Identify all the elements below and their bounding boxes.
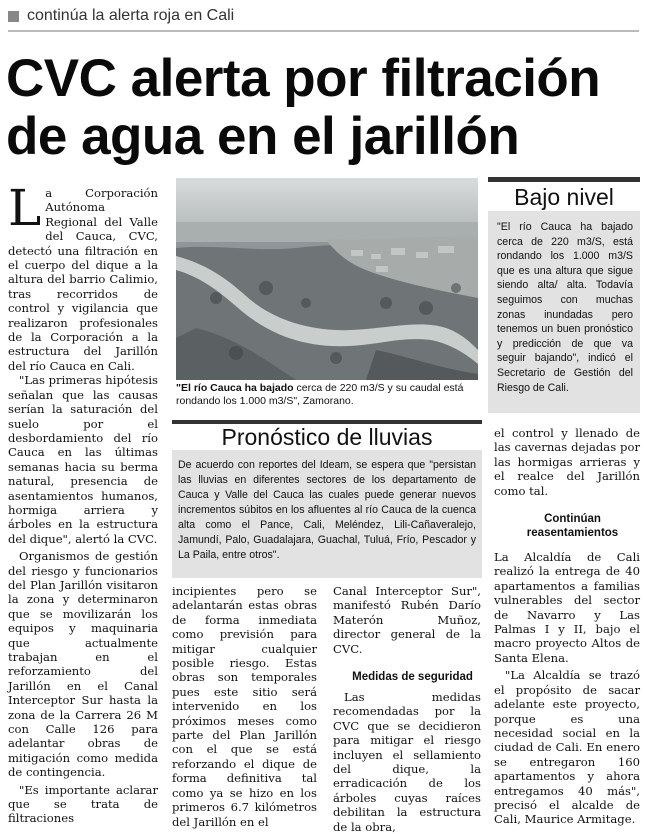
article-column-2 (172, 584, 317, 829)
paragraph: Canal Interceptor Sur", manifestó Rubén Darío Materón Muñoz, director general de la CVC. (333, 584, 481, 656)
article-column-3 (333, 584, 481, 834)
paragraph: Las medidas recomendadas por la CVC que se decidieron para mitigar el riesgo incluyen el sellamiento del dique, la erradicación de los árboles cuyas raíces debilitan la estructura de la obra, (333, 690, 481, 834)
subheading: Continúan reasentamientos (526, 513, 619, 540)
photo-caption: "El río Cauca ha bajado cerca de 220 m3/S y su caudal está rondando los 1.000 m3/S", Zamorano. (176, 382, 464, 407)
kicker-text: continúa la alerta roja en Cali (27, 7, 235, 24)
paragraph: Organismos de gestión del riesgo y funcionarios del Plan Jarillón visitaron la zona y determinaron que se movilizarán los equipos y maquinaria que actualmente trabajan en el reforzamiento del Jarillón en el Canal Interceptor Sur hasta la zona de la Carrera 26 M con Calle 126 para adelantar obras de mitigación como medida de contingencia. (8, 549, 158, 780)
paragraph: incipientes pero se adelantarán estas obras de forma inmediata como previsión para mitigar cualquier posible riesgo. Estas obras son temporales pues este sitio será intervenido en los próximos meses como parte del Plan Jarillón con el que se está reforzando el dique de forma definitiva tal como ya se hizo en los primeros 6.7 kilómetros del Jarillón en el (172, 584, 317, 829)
sidebar-box (488, 177, 640, 413)
aerial-flood-photo (176, 178, 478, 380)
square-bullet-icon (8, 11, 19, 22)
paragraph: "Las primeras hipótesis señalan que las causas serían la saturación del suelo por el desbordamiento del río Cauca en las últimas semanas hacia su berma natural, presencia de asentamientos humanos, hormiga arriera y árboles en la estructura del dique", alertó la CVC. (8, 373, 158, 546)
paragraph: "Es importante aclarar que se trata de filtraciones (8, 782, 158, 826)
section-kicker (8, 6, 639, 26)
subheading: Medidas de seguridad (352, 671, 473, 684)
paragraph: La Alcaldía de Cali realizó la entrega de 40 apartamentos a familias vulnerables del sector de Navarro y Las Palmas I y II, bajo el macro proyecto Altos de Santa Elena. (494, 550, 640, 665)
sidebar-text: "El río Cauca ha bajado cerca de 220 m3/S, está rondando los 1.000 m3/S que es una altura que sigue siendo alta/ alta. Todavía seguimos con muchas zonas inundadas pero tenemos un buen pronóstico y predicción de que va seguir bajando", indicó el Secretario de Gestión del Riesgo de Cali. (497, 221, 633, 394)
kicker-rule (8, 30, 639, 32)
drop-cap: L (8, 179, 42, 237)
paragraph: el control y llenado de las cavernas dejadas por las hormigas arrieras y el realce del Jarillón como tal. (494, 426, 640, 498)
forecast-title: Pronóstico de lluvias (172, 420, 482, 448)
headline-line1: CVC alerta por filtración (6, 49, 601, 108)
sidebar-title: Bajo nivel (488, 177, 640, 211)
paragraph: "La Alcaldía se trazó el propósito de sacar adelante este proyecto, porque es una necesidad social en la ciudad de Cali. En enero se entregaron 160 apartamentos y ahora entregamos 40 más", precisó el alcalde de Cali, Maurice Armitage. (494, 668, 640, 827)
forecast-text: De acuerdo con reportes del Ideam, se espera que "persistan las lluvias en diferentes sectores de los departamento de Cauca y Valle del Cauca las cuales puede generar nuevos incrementos súbitos en los afluentes al río Cauca de la cuenca alta como el Pance, Cali, Meléndez, Lili-Cañaveralejo, Jamundí, Palo, Guadalajara, Guachal, Tuluá, Frío, Pescador y La Paila, entre otros". (178, 459, 476, 561)
forecast-box (172, 450, 482, 578)
photo-illustration (176, 178, 478, 380)
headline-line2: de agua en el jarillón (6, 107, 520, 166)
article-column-1 (8, 179, 158, 826)
headline (6, 50, 642, 166)
paragraph-lead: La Corporación Autónoma Regional del Valle del Cauca, CVC, detectó una filtración en el cuerpo del dique a la altura del barrio Calimio, tras recorridos de control y vigilancia que realizaron profesionales de la Corporación a la estructura del Jarillón del río Cauca en Cali. (8, 179, 158, 373)
article-column-4 (494, 426, 640, 827)
